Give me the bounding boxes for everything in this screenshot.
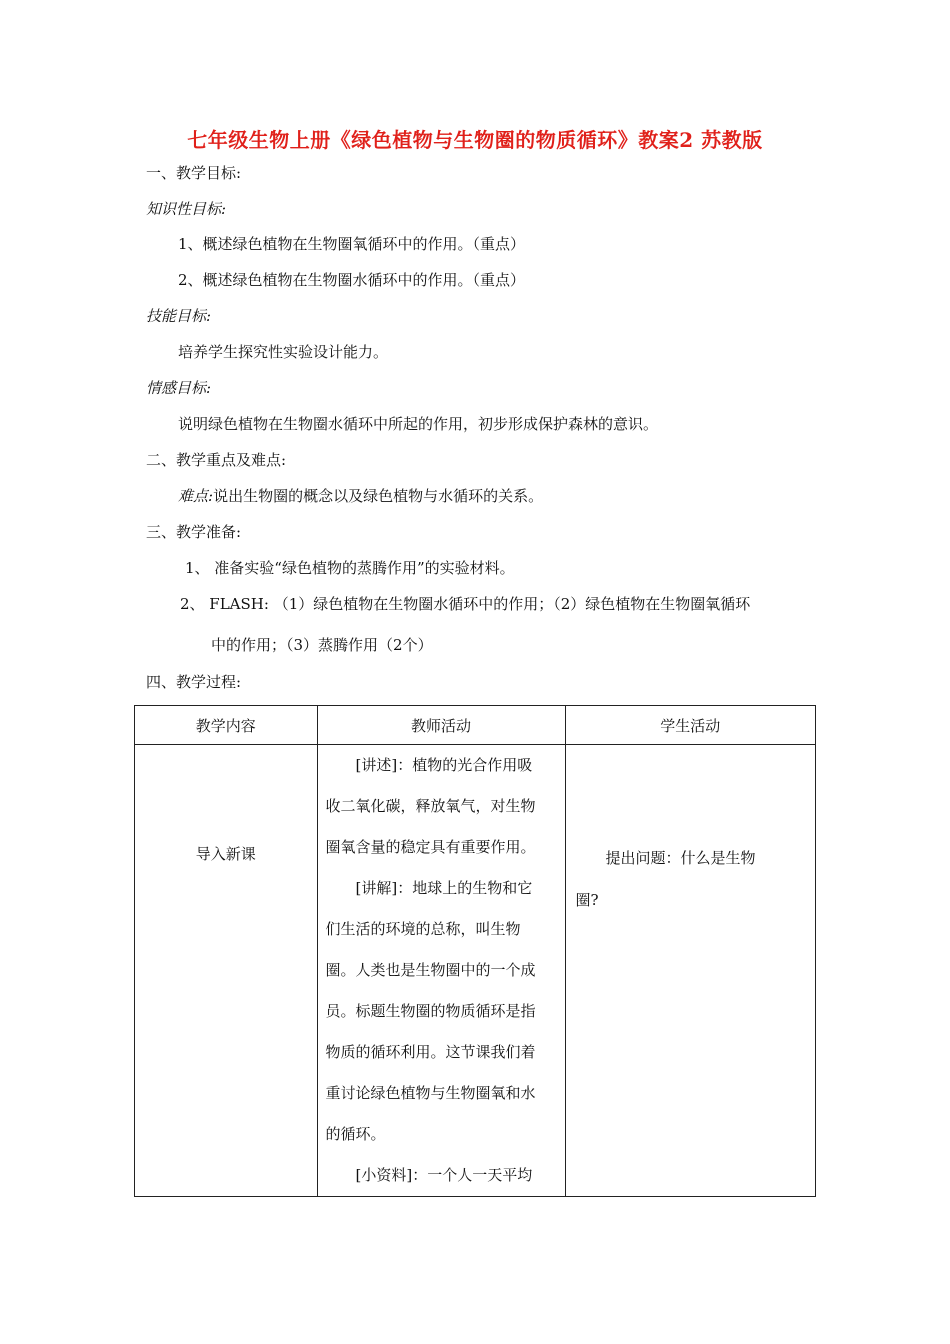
document-title: 七年级生物上册《绿色植物与生物圈的物质循环》教案2 苏教版 bbox=[187, 128, 763, 152]
teacher-line: [讲解]：地球上的生物和它 bbox=[355, 879, 533, 897]
goals-heading: 一、教学目标: bbox=[146, 164, 242, 182]
teacher-line: 员。标题生物圈的物质循环是指 bbox=[325, 1002, 536, 1020]
preparation-item-2-cont: 中的作用；（3）蒸腾作用（2个） bbox=[211, 636, 433, 654]
teacher-line: 收二氧化碳，释放氧气，对生物 bbox=[325, 797, 536, 815]
difficulty-label: 难点: bbox=[178, 487, 214, 505]
knowledge-goal-label: 知识性目标: bbox=[146, 200, 227, 218]
skill-goal-label: 技能目标: bbox=[146, 307, 212, 325]
knowledge-goal-2: 2、概述绿色植物在生物圈水循环中的作用。（重点） bbox=[178, 271, 526, 289]
emotion-goal-label: 情感目标: bbox=[146, 379, 212, 397]
header-content: 教学内容 bbox=[135, 706, 318, 745]
teacher-line: [小资料]：一个人一天平均 bbox=[355, 1166, 533, 1184]
emotion-goal-text: 说明绿色植物在生物圈水循环中所起的作用，初步形成保护森林的意识。 bbox=[178, 415, 659, 433]
teacher-line: [讲述]：植物的光合作用吸 bbox=[355, 756, 533, 774]
teacher-line: 圈。人类也是生物圈中的一个成 bbox=[325, 961, 536, 979]
row-teacher-cell bbox=[317, 745, 565, 1197]
header-student: 学生活动 bbox=[565, 706, 815, 745]
row-content-cell: 导入新课 bbox=[135, 745, 318, 1197]
teacher-line: 圈氧含量的稳定具有重要作用。 bbox=[325, 838, 536, 856]
preparation-item-1: 1、 准备实验“绿色植物的蒸腾作用”的实验材料。 bbox=[185, 559, 515, 577]
header-teacher: 教师活动 bbox=[317, 706, 565, 745]
skill-goal-text: 培养学生探究性实验设计能力。 bbox=[178, 343, 389, 361]
teacher-line: 的循环。 bbox=[325, 1125, 386, 1143]
preparation-heading: 三、教学准备: bbox=[146, 523, 242, 541]
student-line: 提出问题：什么是生物 bbox=[605, 849, 756, 867]
student-line: 圈? bbox=[575, 891, 599, 909]
teacher-line: 物质的循环利用。这节课我们着 bbox=[325, 1043, 536, 1061]
table-header-row bbox=[135, 706, 816, 745]
difficulty-line bbox=[178, 486, 543, 506]
key-points-heading: 二、教学重点及难点: bbox=[146, 451, 287, 469]
teaching-process-table bbox=[134, 705, 816, 1197]
table-row bbox=[135, 745, 816, 1197]
teacher-line: 重讨论绿色植物与生物圈氧和水 bbox=[325, 1084, 536, 1102]
teacher-line: 们生活的环境的总称，叫生物 bbox=[325, 920, 521, 938]
row-student-cell bbox=[565, 745, 815, 1197]
process-heading: 四、教学过程: bbox=[146, 673, 242, 691]
knowledge-goal-1: 1、概述绿色植物在生物圈氧循环中的作用。（重点） bbox=[178, 235, 526, 253]
preparation-item-2: 2、 FLASH: （1）绿色植物在生物圈水循环中的作用；（2）绿色植物在生物圈氧循环 bbox=[180, 595, 751, 613]
difficulty-text: 说出生物圈的概念以及绿色植物与水循环的关系。 bbox=[213, 487, 544, 505]
